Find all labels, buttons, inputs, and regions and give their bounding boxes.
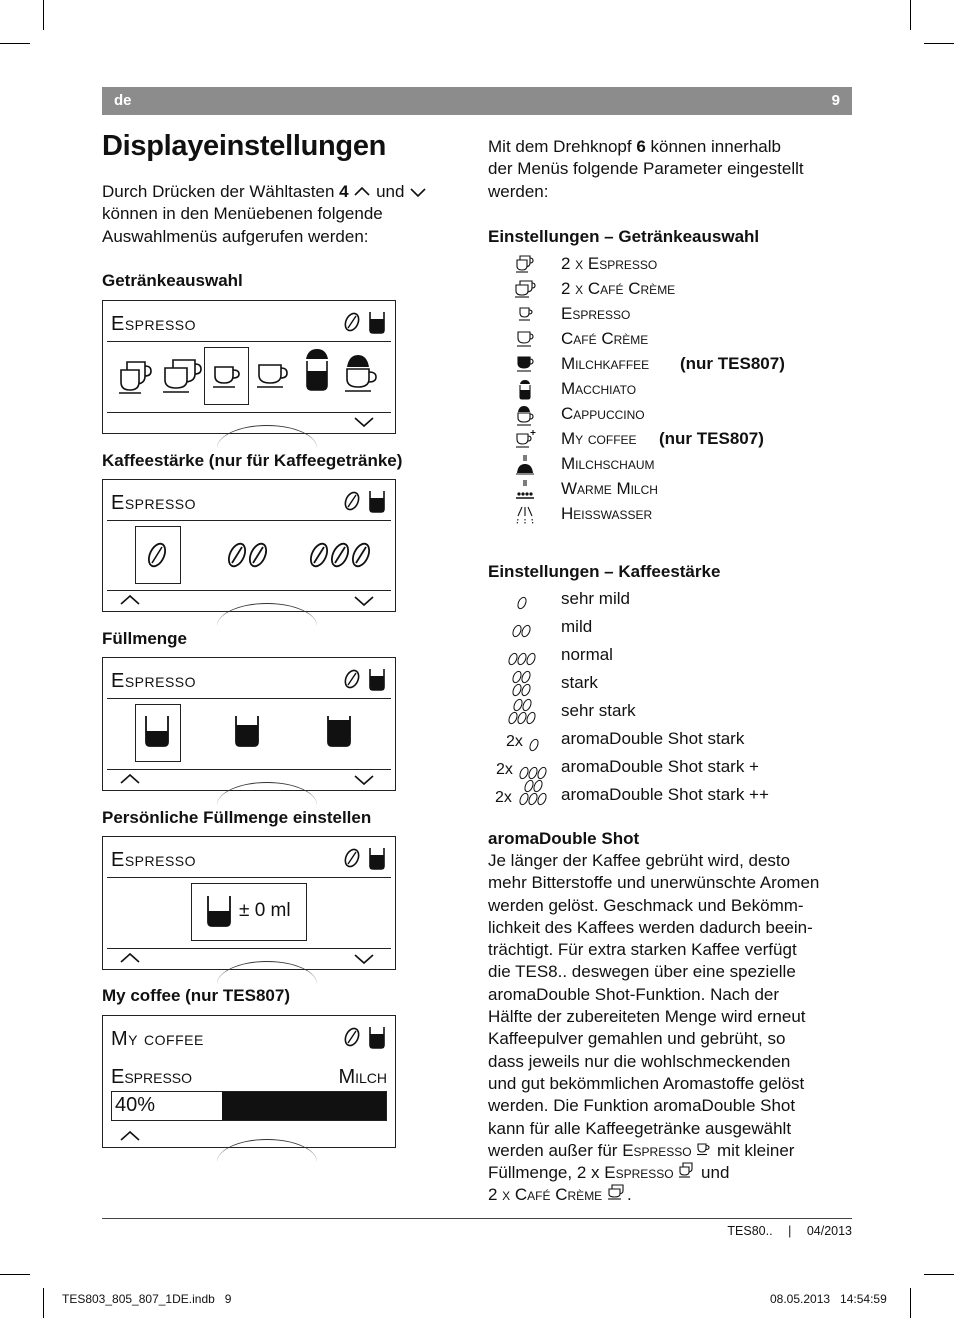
espresso-cup-icon	[514, 304, 536, 324]
bean-normal-icon	[507, 652, 539, 666]
double-cafe-creme-cup-icon	[607, 1184, 627, 1200]
arrow-down-icon[interactable]	[353, 952, 375, 966]
fill-level-cup-icon	[367, 488, 387, 514]
list-item: normal	[488, 645, 848, 673]
bean-very-strong-icon	[518, 779, 550, 807]
ratio-bar-milk-fill	[222, 1092, 386, 1120]
double-shot-prefix: 2x	[496, 761, 513, 778]
crop-mark	[0, 43, 30, 44]
list-item: 2x aromaDouble Shot stark ++	[488, 785, 848, 813]
footer-model: TES80..	[727, 1224, 773, 1238]
arrow-up-icon[interactable]	[119, 593, 141, 607]
bean-mild-icon	[145, 540, 169, 570]
macchiato-glass-icon	[303, 347, 331, 393]
display-coffee-strength	[102, 479, 396, 612]
crop-mark	[910, 1288, 911, 1318]
model-note: (nur TES807)	[680, 354, 785, 373]
bean-strength-icon	[343, 311, 361, 333]
page-title: Displayeinstellungen	[102, 130, 387, 162]
section-heading-personal-fill: Persönliche Füllmenge einstellen	[102, 808, 372, 827]
crop-mark	[43, 1288, 44, 1318]
section-heading-fill-amount: Füllmenge	[102, 629, 188, 648]
fill-level-cup-icon	[367, 845, 387, 871]
cappuccino-cup-icon	[514, 404, 536, 426]
espresso-cup-icon	[696, 1142, 712, 1156]
footer-separator: |	[788, 1224, 792, 1238]
arrow-down-icon[interactable]	[353, 415, 375, 429]
bean-strong-icon	[511, 670, 533, 698]
bean-strength-icon	[343, 847, 361, 869]
bean-normal-icon	[225, 540, 271, 570]
display-personal-fill	[102, 836, 396, 970]
crop-mark	[43, 0, 44, 30]
list-item: sehr mild	[488, 589, 848, 617]
ratio-bar[interactable]	[111, 1091, 387, 1121]
display-title: Espresso	[111, 313, 197, 335]
arrow-up-icon[interactable]	[119, 951, 141, 965]
section-heading-my-coffee: My coffee (nur TES807)	[102, 986, 290, 1005]
display-knob-arc	[217, 1139, 317, 1162]
double-shot-prefix: 2x	[495, 789, 512, 806]
footer-info	[727, 1224, 852, 1238]
display-divider	[107, 341, 391, 342]
display-knob-arc	[217, 782, 317, 805]
list-item: 2x aromaDouble Shot stark +	[496, 757, 759, 778]
bean-strength-icon	[343, 1026, 361, 1048]
display-divider	[107, 520, 391, 521]
language-tag: de	[114, 92, 132, 109]
fill-level-cup-icon	[367, 309, 387, 335]
cafe-creme-cup-icon	[514, 329, 536, 349]
list-item: stark	[488, 673, 848, 701]
display-knob-arc	[217, 425, 317, 448]
bean-very-strong-icon	[507, 698, 539, 726]
cafe-creme-cup-icon	[255, 361, 291, 391]
fill-large-icon	[325, 713, 353, 749]
section-heading-coffee-strength: Kaffeestärke (nur für Kaffeegetränke)	[102, 451, 403, 470]
ratio-left-label: Espresso	[111, 1066, 193, 1088]
double-shot-prefix: 2x	[506, 733, 523, 750]
macchiato-glass-icon	[514, 379, 536, 401]
print-slug-datetime: 08.05.2013 14:54:59	[770, 1292, 887, 1306]
model-note: (nur TES807)	[659, 429, 764, 448]
milk-foam-icon	[514, 454, 536, 476]
strength-heading: Einstellungen – Kaffeestärke	[488, 562, 721, 581]
aroma-paragraph: Je länger der Kaffee gebrüht wird, desto mehr Bitterstoffe und unerwünschte Aromen werden gelöst. Geschmack und Bekömm- lichkeit des Kaffees werden dadurch beein- trächtigt. Für extra starken Kaffee verfügt die TES8.. deswegen über eine spezielle aromaDouble Shot-Funktion. Nach der Hälfte der zubereiteten Menge wird erneut Kaffeepulver gemahlen und gebrüht, so dass jeweils nur die wohlschmeckenden und gut bekömmlichen Aromastoffe gelöst werden. Die Funktion aromaDouble Shot kann für alle Kaffeegetränke ausgewählt werden außer für Espresso mit kleiner Füllmenge, 2 x Espresso und 2 x Café Crème .	[488, 851, 820, 1205]
bean-normal-icon	[518, 766, 550, 780]
display-my-coffee	[102, 1015, 396, 1148]
page-number: 9	[831, 92, 840, 109]
double-cafe-creme-cup-icon	[161, 354, 203, 396]
print-slug-file: TES803_805_807_1DE.indb 9	[62, 1292, 232, 1306]
double-espresso-cup-icon	[514, 254, 536, 274]
bean-very-mild-icon	[528, 738, 540, 752]
arrow-down-icon[interactable]	[353, 773, 375, 787]
strength-list	[488, 589, 848, 815]
bean-very-mild-icon	[516, 596, 528, 610]
ratio-percent: 40%	[115, 1094, 156, 1116]
list-item: 2x aromaDouble Shot stark	[506, 729, 745, 750]
display-divider	[107, 769, 391, 770]
display-drink-selection	[102, 300, 396, 434]
arrow-up-icon[interactable]	[119, 1129, 141, 1143]
right-intro: Mit dem Drehknopf 6 können innerhalb der Menüs folgende Parameter eingestellt werden:	[488, 137, 804, 201]
arrow-up-icon[interactable]	[119, 772, 141, 786]
display-fill-amount	[102, 657, 396, 791]
display-divider	[107, 590, 391, 591]
bean-strength-icon	[343, 668, 361, 690]
double-espresso-cup-icon	[117, 356, 155, 396]
hot-water-icon	[514, 504, 536, 526]
list-item: sehr stark	[488, 701, 848, 729]
warm-milk-icon	[514, 479, 536, 501]
drinks-heading: Einstellungen – Getränkeauswahl	[488, 227, 760, 246]
double-cafe-creme-cup-icon	[514, 279, 536, 299]
fill-level-cup-icon	[367, 666, 387, 692]
fill-level-cup-icon	[367, 1024, 387, 1050]
display-knob-arc	[217, 603, 317, 626]
crop-mark	[0, 1274, 30, 1275]
footer-rule	[102, 1218, 852, 1219]
aroma-heading: aromaDouble Shot	[488, 829, 640, 848]
arrow-up-icon	[353, 185, 371, 197]
milk-coffee-cup-icon	[514, 354, 536, 374]
list-item: mild	[488, 617, 848, 645]
page-header-bar	[102, 87, 852, 115]
bean-strong-icon	[307, 540, 373, 570]
fill-small-icon	[205, 893, 233, 929]
section-heading-drink-selection: Getränkeauswahl	[102, 271, 243, 290]
display-divider	[107, 948, 391, 949]
espresso-cup-icon	[211, 363, 243, 391]
my-coffee-cup-icon	[514, 429, 536, 449]
fill-medium-icon	[233, 713, 261, 749]
display-title: My coffee	[111, 1028, 204, 1050]
amount-value: ± 0 ml	[239, 900, 291, 921]
arrow-down-icon	[409, 186, 427, 198]
left-intro: Durch Drücken der Wähltasten 4 und können in den Menüebenen folgende Auswahlmenüs aufgerufen werden:	[102, 181, 462, 248]
bean-strength-icon	[343, 490, 361, 512]
display-divider	[107, 877, 391, 878]
crop-mark	[924, 43, 954, 44]
display-title: Espresso	[111, 670, 197, 692]
bean-mild-icon	[511, 624, 533, 638]
double-espresso-cup-icon	[678, 1162, 696, 1178]
display-divider	[107, 412, 391, 413]
ratio-right-label: Milch	[338, 1066, 387, 1088]
cappuccino-cup-icon	[343, 351, 383, 393]
crop-mark	[910, 0, 911, 30]
display-knob-arc	[217, 961, 317, 984]
crop-mark	[924, 1274, 954, 1275]
footer-date: 04/2013	[806, 1224, 852, 1238]
arrow-down-icon[interactable]	[353, 594, 375, 608]
display-title: Espresso	[111, 849, 197, 871]
display-title: Espresso	[111, 492, 197, 514]
display-divider	[107, 698, 391, 699]
fill-small-icon	[143, 713, 171, 749]
